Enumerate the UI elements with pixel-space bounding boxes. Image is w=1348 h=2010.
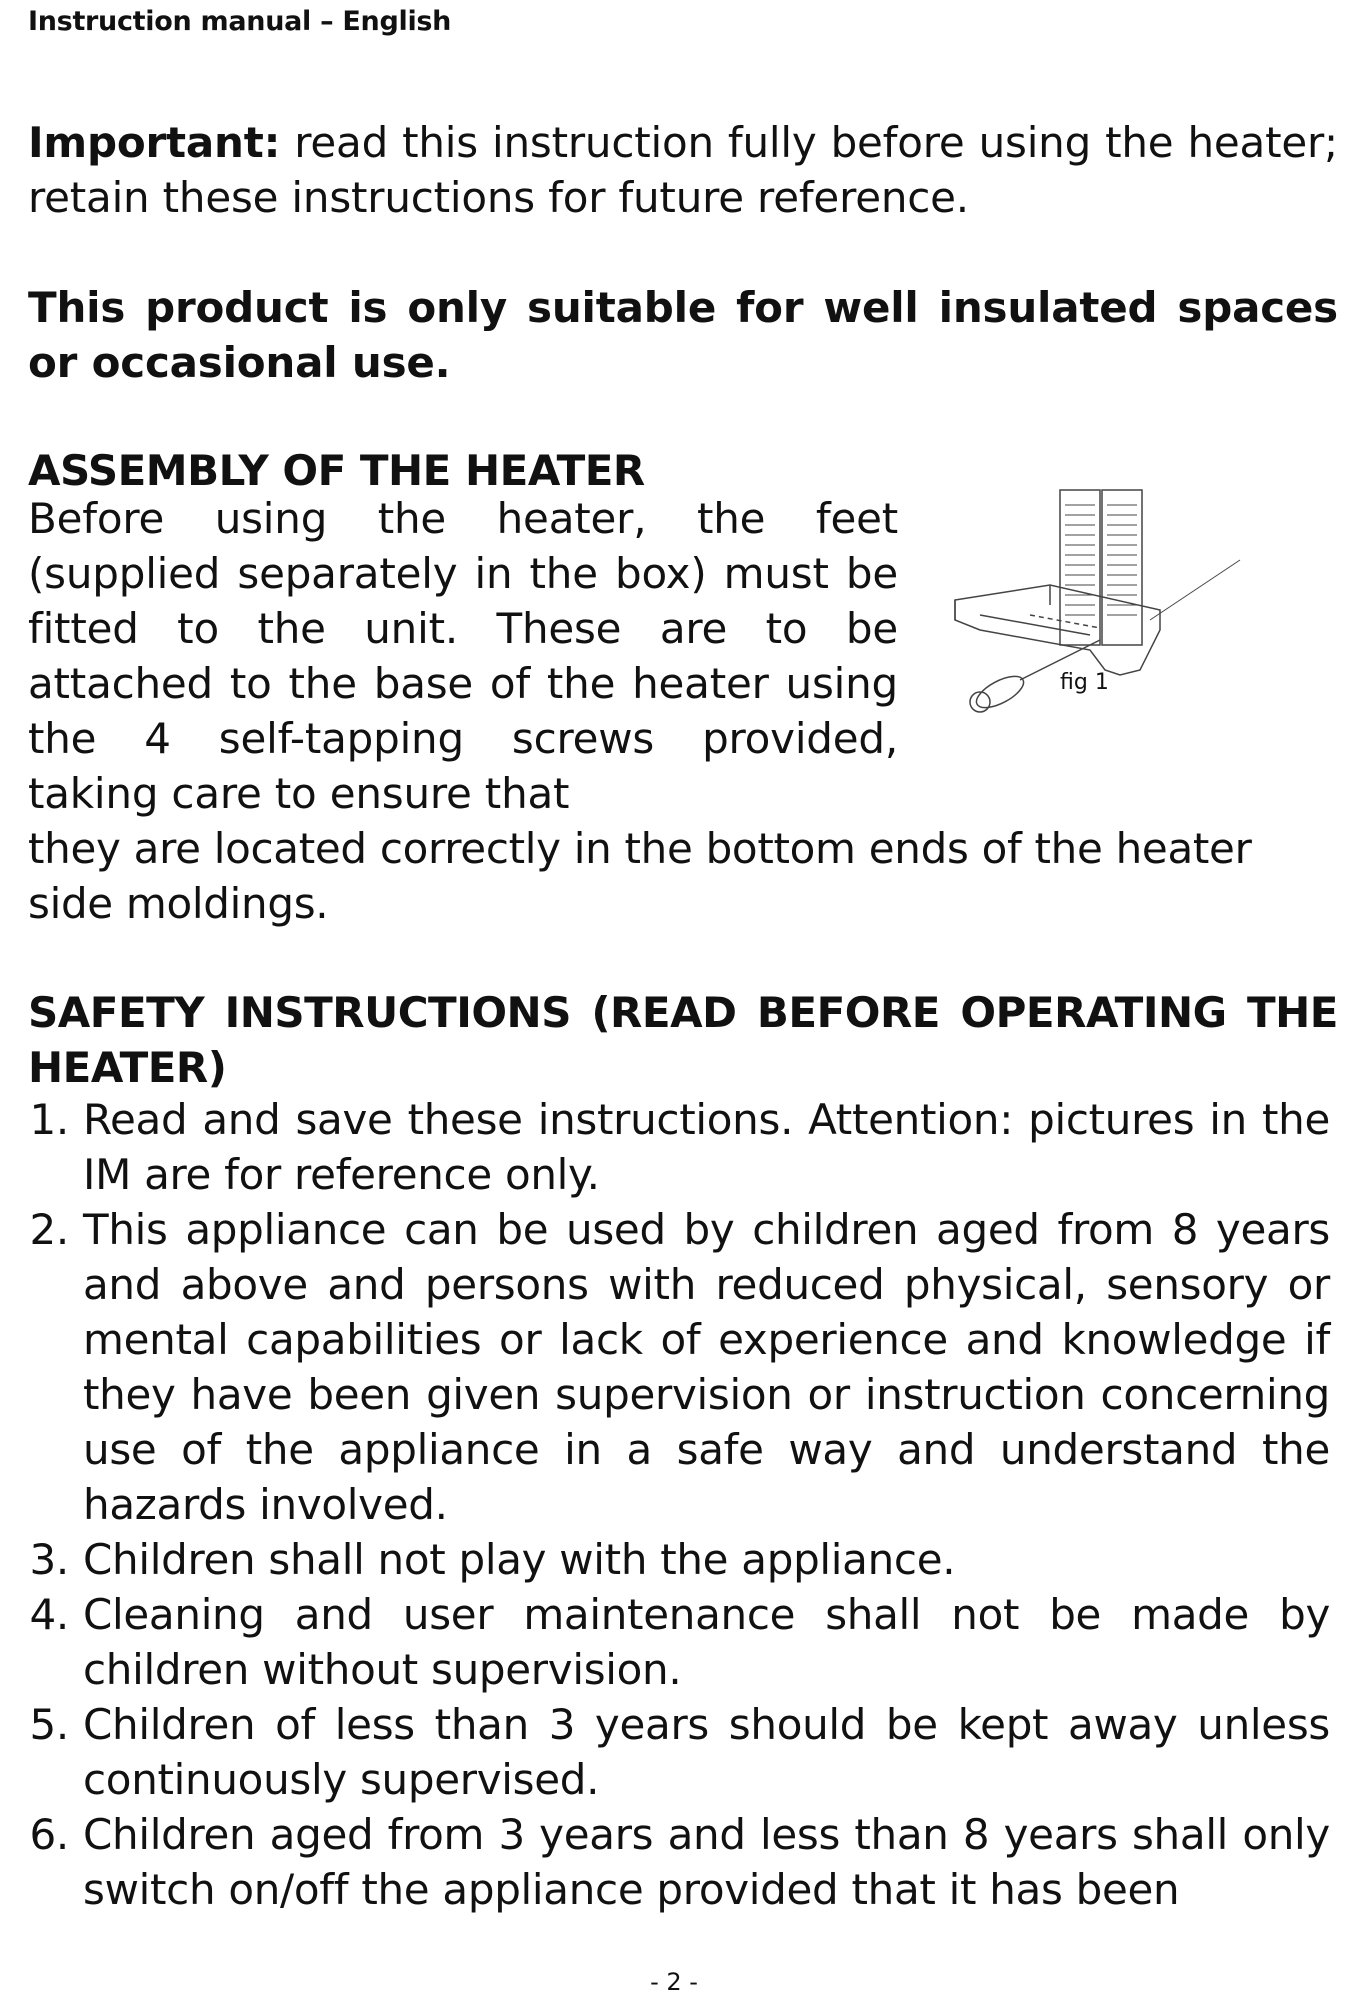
assembly-heading: ASSEMBLY OF THE HEATER xyxy=(28,446,645,495)
list-item: 1. Read and save these instructions. Attention: pictures in the IM are for reference only. xyxy=(29,1095,1330,1199)
list-item: 2. This appliance can be used by children aged from 8 years and above and persons with reduced physical, sensory or mental capabilities or lack of experience and knowledge if they have been given supervision or instruction concerning use of the appliance in a safe way and understand the hazards involved. xyxy=(29,1205,1330,1529)
assembly-text-continued: they are located correctly in the bottom ends of the heater side moldings. xyxy=(28,824,1252,928)
list-item: 4. Cleaning and user maintenance shall not be made by children without supervision. xyxy=(29,1590,1330,1694)
assembly-figure xyxy=(910,480,1260,800)
important-notice xyxy=(28,115,1338,225)
safety-instructions-list xyxy=(0,1092,1330,1917)
page-number: - 2 - xyxy=(650,1968,698,1996)
list-item: 6. Children aged from 3 years and less than 8 years shall only switch on/off the appliance provided that it has been xyxy=(29,1810,1330,1914)
safety-heading: SAFETY INSTRUCTIONS (READ BEFORE OPERATING THE HEATER) xyxy=(28,988,1338,1092)
list-item: 5. Children of less than 3 years should be kept away unless continuously supervised. xyxy=(29,1700,1330,1804)
assembly-text: Before using the heater, the feet (supplied separately in the box) must be fitted to the unit. These are to be attached to the base of the heater using the 4 self-tapping screws provided, taking care to ensure that xyxy=(28,494,898,818)
heater-foot-illustration xyxy=(910,480,1260,800)
suitability-notice: This product is only suitable for well insulated spaces or occasional use. xyxy=(28,283,1338,387)
important-label: Important: xyxy=(28,118,281,167)
document-header: Instruction manual – English xyxy=(28,6,452,37)
important-text: read this instruction fully before using the heater; retain these instructions for future reference. xyxy=(28,118,1338,222)
list-item: 3. Children shall not play with the appliance. xyxy=(29,1535,956,1584)
figure-label: fig 1 xyxy=(1060,670,1109,695)
